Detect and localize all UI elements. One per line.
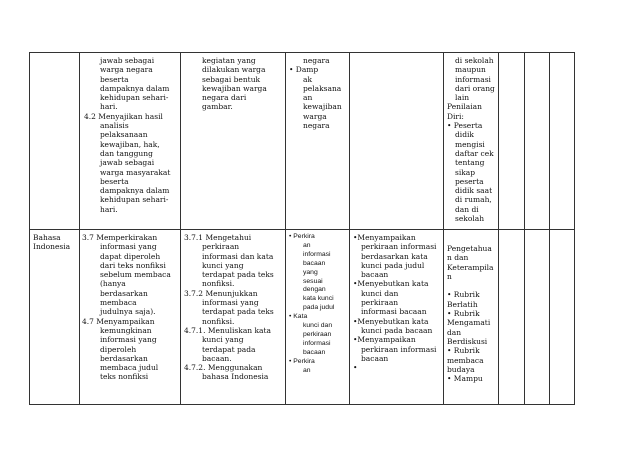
text-line: perkiraan informasi: [361, 344, 437, 354]
text-line: kunci pada bacaan: [361, 325, 433, 335]
text-line: pelaksanaan: [100, 130, 148, 140]
text-line: peserta: [455, 176, 484, 186]
text-line: Mengamati: [447, 318, 491, 328]
penilaian-cell: [444, 53, 499, 230]
text-line: •Menyampaikan: [353, 233, 416, 242]
text-line: hari.: [100, 204, 118, 214]
text-line: informasi bacaan: [361, 307, 427, 317]
text-line: didik saat: [455, 186, 493, 196]
text-line: • Perkira: [289, 233, 315, 240]
text-line: membaca: [100, 298, 137, 308]
text-line: di rumah,: [455, 195, 492, 205]
text-line: • Mampu: [447, 374, 483, 384]
text-line: perkiraan: [303, 330, 332, 338]
text-line: informasi: [303, 339, 331, 347]
text-line: (hanya: [100, 279, 126, 289]
materi-cell: [286, 53, 350, 230]
empty-cell: [525, 230, 550, 405]
text-line: Diri:: [447, 111, 464, 121]
text-line: ak: [303, 74, 313, 84]
text-line: Penilaian: [447, 102, 482, 112]
text-line: 4.7 Menyampaikan: [82, 316, 155, 326]
text-line: warga masyarakat: [100, 167, 171, 177]
text-line: yang: [303, 268, 318, 276]
text-line: membaca: [447, 355, 484, 365]
text-line: 4.2 Menyajikan hasil: [84, 111, 163, 121]
text-line: bacaan: [303, 348, 326, 356]
text-line: 4.7.1. Menuliskan kata: [184, 325, 272, 335]
kegiatan-list: [353, 233, 441, 372]
text-line: dan tanggung: [100, 148, 153, 158]
text-line: informasi yang: [100, 242, 157, 252]
text-line: 3.7.2 Menunjukkan: [184, 288, 258, 298]
text-line: an: [303, 241, 311, 249]
text-line: dampaknya dalam: [100, 83, 170, 93]
text-line: berdasarkan kata: [361, 251, 428, 261]
text-line: • Rubrik: [447, 309, 480, 319]
text-line: Pengetahua: [447, 244, 492, 253]
text-line: perkiraan: [361, 298, 399, 308]
text-line: teks nonfiksi: [100, 372, 149, 382]
text-line: jawab sebagai: [100, 158, 155, 168]
text-line: kunci pada judul: [361, 260, 425, 270]
empty-cell: [499, 53, 525, 230]
text-line: kunci dan: [361, 288, 399, 298]
text-line: dampaknya dalam: [100, 186, 170, 196]
materi-list: [289, 233, 347, 376]
penilaian-cell: [444, 230, 499, 405]
table-row: [30, 230, 575, 405]
text-line: •: [353, 363, 358, 373]
materi-cell: [286, 230, 350, 405]
text-line: budaya: [447, 364, 475, 374]
text-line: • Rubrik: [447, 290, 480, 300]
text-line: 3.7.1 Mengetahui: [184, 233, 252, 242]
text-line: bacaan: [361, 353, 389, 363]
text-line: dilakukan warga: [202, 65, 266, 75]
text-line: Bahasa: [33, 233, 61, 242]
text-line: negara dari: [202, 93, 247, 103]
indikator-list: [184, 233, 283, 382]
text-line: bacaan: [303, 259, 326, 267]
text-line: • Rubrik: [447, 346, 480, 356]
text-line: pelaksana: [303, 83, 342, 93]
text-line: 3.7 Memperkirakan: [82, 233, 158, 242]
text-line: •Menyampaikan: [353, 335, 416, 345]
text-line: informasi: [303, 250, 331, 258]
text-line: n dan: [447, 253, 469, 263]
text-line: tentang: [455, 158, 485, 168]
text-line: • Kata: [289, 313, 308, 321]
text-line: kunci yang: [202, 260, 244, 270]
subject-list: [33, 233, 77, 252]
text-line: nonfiksi.: [202, 279, 235, 289]
text-line: beserta: [100, 176, 129, 186]
text-line: kegiatan yang: [202, 56, 256, 65]
text-line: 4.7.2. Menggunakan: [184, 363, 263, 373]
text-line: Keterampila: [447, 262, 494, 272]
indikator-cell: [181, 230, 286, 405]
subject-cell: [30, 53, 80, 230]
text-line: terdapat pada teks: [202, 307, 274, 317]
text-line: an: [303, 93, 313, 103]
text-line: bahasa Indonesia: [202, 372, 269, 382]
penilaian-list: [447, 56, 496, 223]
empty-cell: [499, 230, 525, 405]
text-line: kunci yang: [202, 335, 244, 345]
subject-cell: [30, 230, 80, 405]
text-line: beserta: [100, 74, 129, 84]
text-line: bacaan.: [202, 353, 232, 363]
text-line: sekolah: [455, 214, 485, 224]
text-line: hari.: [100, 102, 118, 112]
kd-list: [82, 56, 178, 214]
text-line: nonfiksi.: [202, 316, 235, 326]
text-line: sikap: [455, 167, 476, 177]
text-line: mengisi: [455, 139, 485, 149]
text-line: kewajiban, hak,: [100, 139, 160, 149]
text-line: warga: [303, 111, 327, 121]
text-line: bacaan: [361, 270, 389, 280]
text-line: negara: [303, 56, 330, 65]
empty-cell: [550, 230, 575, 405]
text-line: gambar.: [202, 102, 233, 112]
text-line: analisis: [100, 121, 129, 131]
text-line: sesuai: [303, 277, 323, 285]
text-line: sebagai bentuk: [202, 74, 261, 84]
text-line: dari orang: [455, 83, 495, 93]
text-line: berdasarkan: [100, 288, 148, 298]
text-line: informasi dan kata: [202, 251, 274, 261]
text-line: •Menyebutkan kata: [353, 279, 429, 289]
text-line: berdasarkan: [100, 353, 148, 363]
text-line: terdapat pada teks: [202, 270, 274, 280]
text-line: negara: [303, 121, 330, 131]
text-line: jawab sebagai: [100, 56, 155, 65]
table-row: [30, 53, 575, 230]
text-line: perkiraan: [202, 242, 240, 252]
text-line: n: [447, 271, 452, 281]
penilaian-list: [447, 244, 496, 383]
empty-cell: [525, 53, 550, 230]
kd-cell: [80, 230, 181, 405]
text-line: an: [303, 366, 311, 374]
kegiatan-cell: [350, 230, 444, 405]
text-line: kehidupan sehari-: [100, 195, 169, 205]
indikator-list: [184, 56, 283, 112]
text-line: kehidupan sehari-: [100, 93, 169, 103]
text-line: sebelum membaca: [100, 270, 171, 280]
lesson-plan-table: [29, 52, 575, 405]
text-line: dengan: [303, 286, 326, 294]
text-line: Berlatih: [447, 299, 478, 309]
text-line: •Menyebutkan kata: [353, 316, 429, 326]
text-line: kunci dan: [303, 322, 333, 330]
text-line: informasi: [455, 74, 491, 84]
text-line: judulnya saja).: [100, 307, 156, 317]
text-line: diperoleh: [100, 344, 137, 354]
text-line: • Damp: [289, 65, 319, 75]
text-line: dan: [447, 327, 462, 337]
text-line: dapat diperoleh: [100, 251, 161, 261]
text-line: dan di: [455, 204, 479, 214]
text-line: warga negara: [100, 65, 153, 75]
kd-list: [82, 233, 178, 382]
text-line: terdapat pada: [202, 344, 256, 354]
text-line: kewajiban warga: [202, 83, 267, 93]
text-line: daftar cek: [455, 148, 494, 158]
text-line: di sekolah: [455, 56, 494, 65]
text-line: Indonesia: [33, 242, 71, 252]
materi-list: [289, 56, 347, 130]
text-line: pada judul: [303, 304, 335, 312]
text-line: maupun: [455, 65, 486, 75]
text-line: informasi yang: [202, 298, 259, 308]
text-line: Berdiskusi: [447, 336, 488, 346]
text-line: [447, 281, 496, 290]
text-line: kewajiban: [303, 102, 342, 112]
text-line: lain: [455, 93, 470, 103]
text-line: didik: [455, 130, 474, 140]
empty-cell: [550, 53, 575, 230]
text-line: membaca judul: [100, 363, 159, 373]
text-line: • Peserta: [447, 121, 483, 131]
text-line: perkiraan informasi: [361, 242, 437, 252]
text-line: kemungkinan: [100, 325, 152, 335]
kegiatan-cell: [350, 53, 444, 230]
text-line: informasi yang: [100, 335, 157, 345]
indikator-cell: [181, 53, 286, 230]
text-line: • Perkira: [289, 357, 315, 365]
text-line: kata kunci: [303, 295, 334, 303]
kd-cell: [80, 53, 181, 230]
text-line: dari teks nonfiksi: [100, 260, 166, 270]
